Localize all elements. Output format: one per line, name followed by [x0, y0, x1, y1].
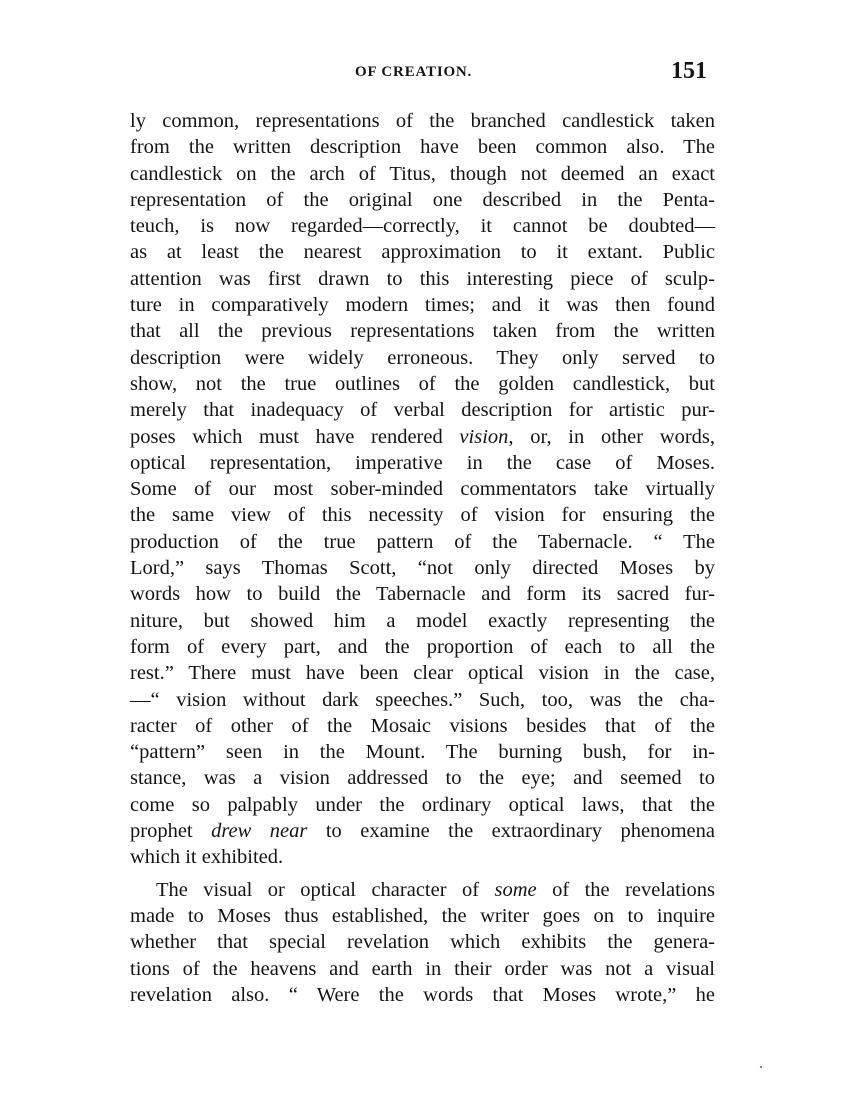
text-line: which it exhibited. [130, 846, 284, 869]
text-line: attention was first drawn to this interesting piece of sculp- [130, 267, 715, 290]
paragraph [130, 108, 715, 871]
text-segment: poses which must have rendered [130, 425, 460, 448]
text-line: words how to build the Tabernacle and form its sacred fur- [130, 583, 715, 606]
text-line [130, 877, 715, 903]
text-line: Some of our most sober-minded commentators take virtually [130, 478, 715, 501]
text-line: production of the true pattern of the Tabernacle. “ The [130, 530, 715, 553]
text-line: whether that special revelation which exhibits the genera- [130, 931, 715, 954]
text-line: show, not the true outlines of the golden candlestick, but [130, 372, 715, 395]
body-text [130, 108, 715, 1008]
text-line: optical representation, imperative in the case of Moses. [130, 451, 715, 474]
text-line: rest.” There must have been clear optical vision in the case, [130, 662, 715, 685]
page-number: 151 [671, 58, 707, 84]
text-line: from the written description have been common also. The [130, 136, 715, 159]
text-line: come so palpably under the ordinary optical laws, that the [130, 793, 715, 816]
text-segment: prophet [130, 820, 212, 843]
paragraph [130, 877, 715, 1008]
text-line: teuch, is now regarded—correctly, it cannot be doubted— [130, 215, 715, 238]
text-line: description were widely erroneous. They only served to [130, 346, 715, 369]
text-segment: The visual or optical character of [156, 878, 495, 901]
text-line: merely that inadequacy of verbal description for artistic pur- [130, 399, 715, 422]
text-line [130, 818, 715, 844]
italic-phrase: drew near [211, 820, 308, 843]
running-title: OF CREATION. [355, 64, 473, 80]
text-segment: , or, in other words, [508, 425, 715, 448]
text-line: candlestick on the arch of Titus, though not deemed an exact [130, 162, 715, 185]
text-line [130, 424, 715, 450]
text-line: —“ vision without dark speeches.” Such, too, was the cha- [130, 688, 715, 711]
text-line: as at least the nearest approximation to it extant. Public [130, 241, 715, 264]
running-header [130, 58, 715, 88]
text-line: form of every part, and the proportion of each to all the [130, 635, 715, 658]
text-line: Lord,” says Thomas Scott, “not only directed Moses by [130, 557, 715, 580]
paper-speck [760, 1066, 762, 1068]
text-line: “pattern” seen in the Mount. The burning bush, for in- [130, 741, 715, 764]
italic-phrase: some [494, 878, 537, 901]
text-line: made to Moses thus established, the writer goes on to inquire [130, 904, 715, 927]
text-line: the same view of this necessity of vision for ensuring the [130, 504, 715, 527]
italic-phrase: vision [459, 425, 509, 448]
text-segment: to examine the extraordinary phenomena [307, 820, 716, 843]
text-line: representation of the original one described in the Penta- [130, 188, 715, 211]
text-line: ture in comparatively modern times; and it was then found [130, 294, 715, 317]
text-line: niture, but showed him a model exactly representing the [130, 609, 715, 632]
text-line: racter of other of the Mosaic visions besides that of the [130, 714, 715, 737]
text-line: ly common, representations of the branched candlestick taken [130, 110, 715, 132]
text-line: that all the previous representations taken from the written [130, 320, 715, 343]
text-line: stance, was a vision addressed to the eye; and seemed to [130, 767, 715, 790]
text-line: tions of the heavens and earth in their order was not a visual [130, 957, 715, 980]
text-segment: of the revelations [536, 878, 716, 901]
text-line: revelation also. “ Were the words that Moses wrote,” he [130, 983, 715, 1006]
